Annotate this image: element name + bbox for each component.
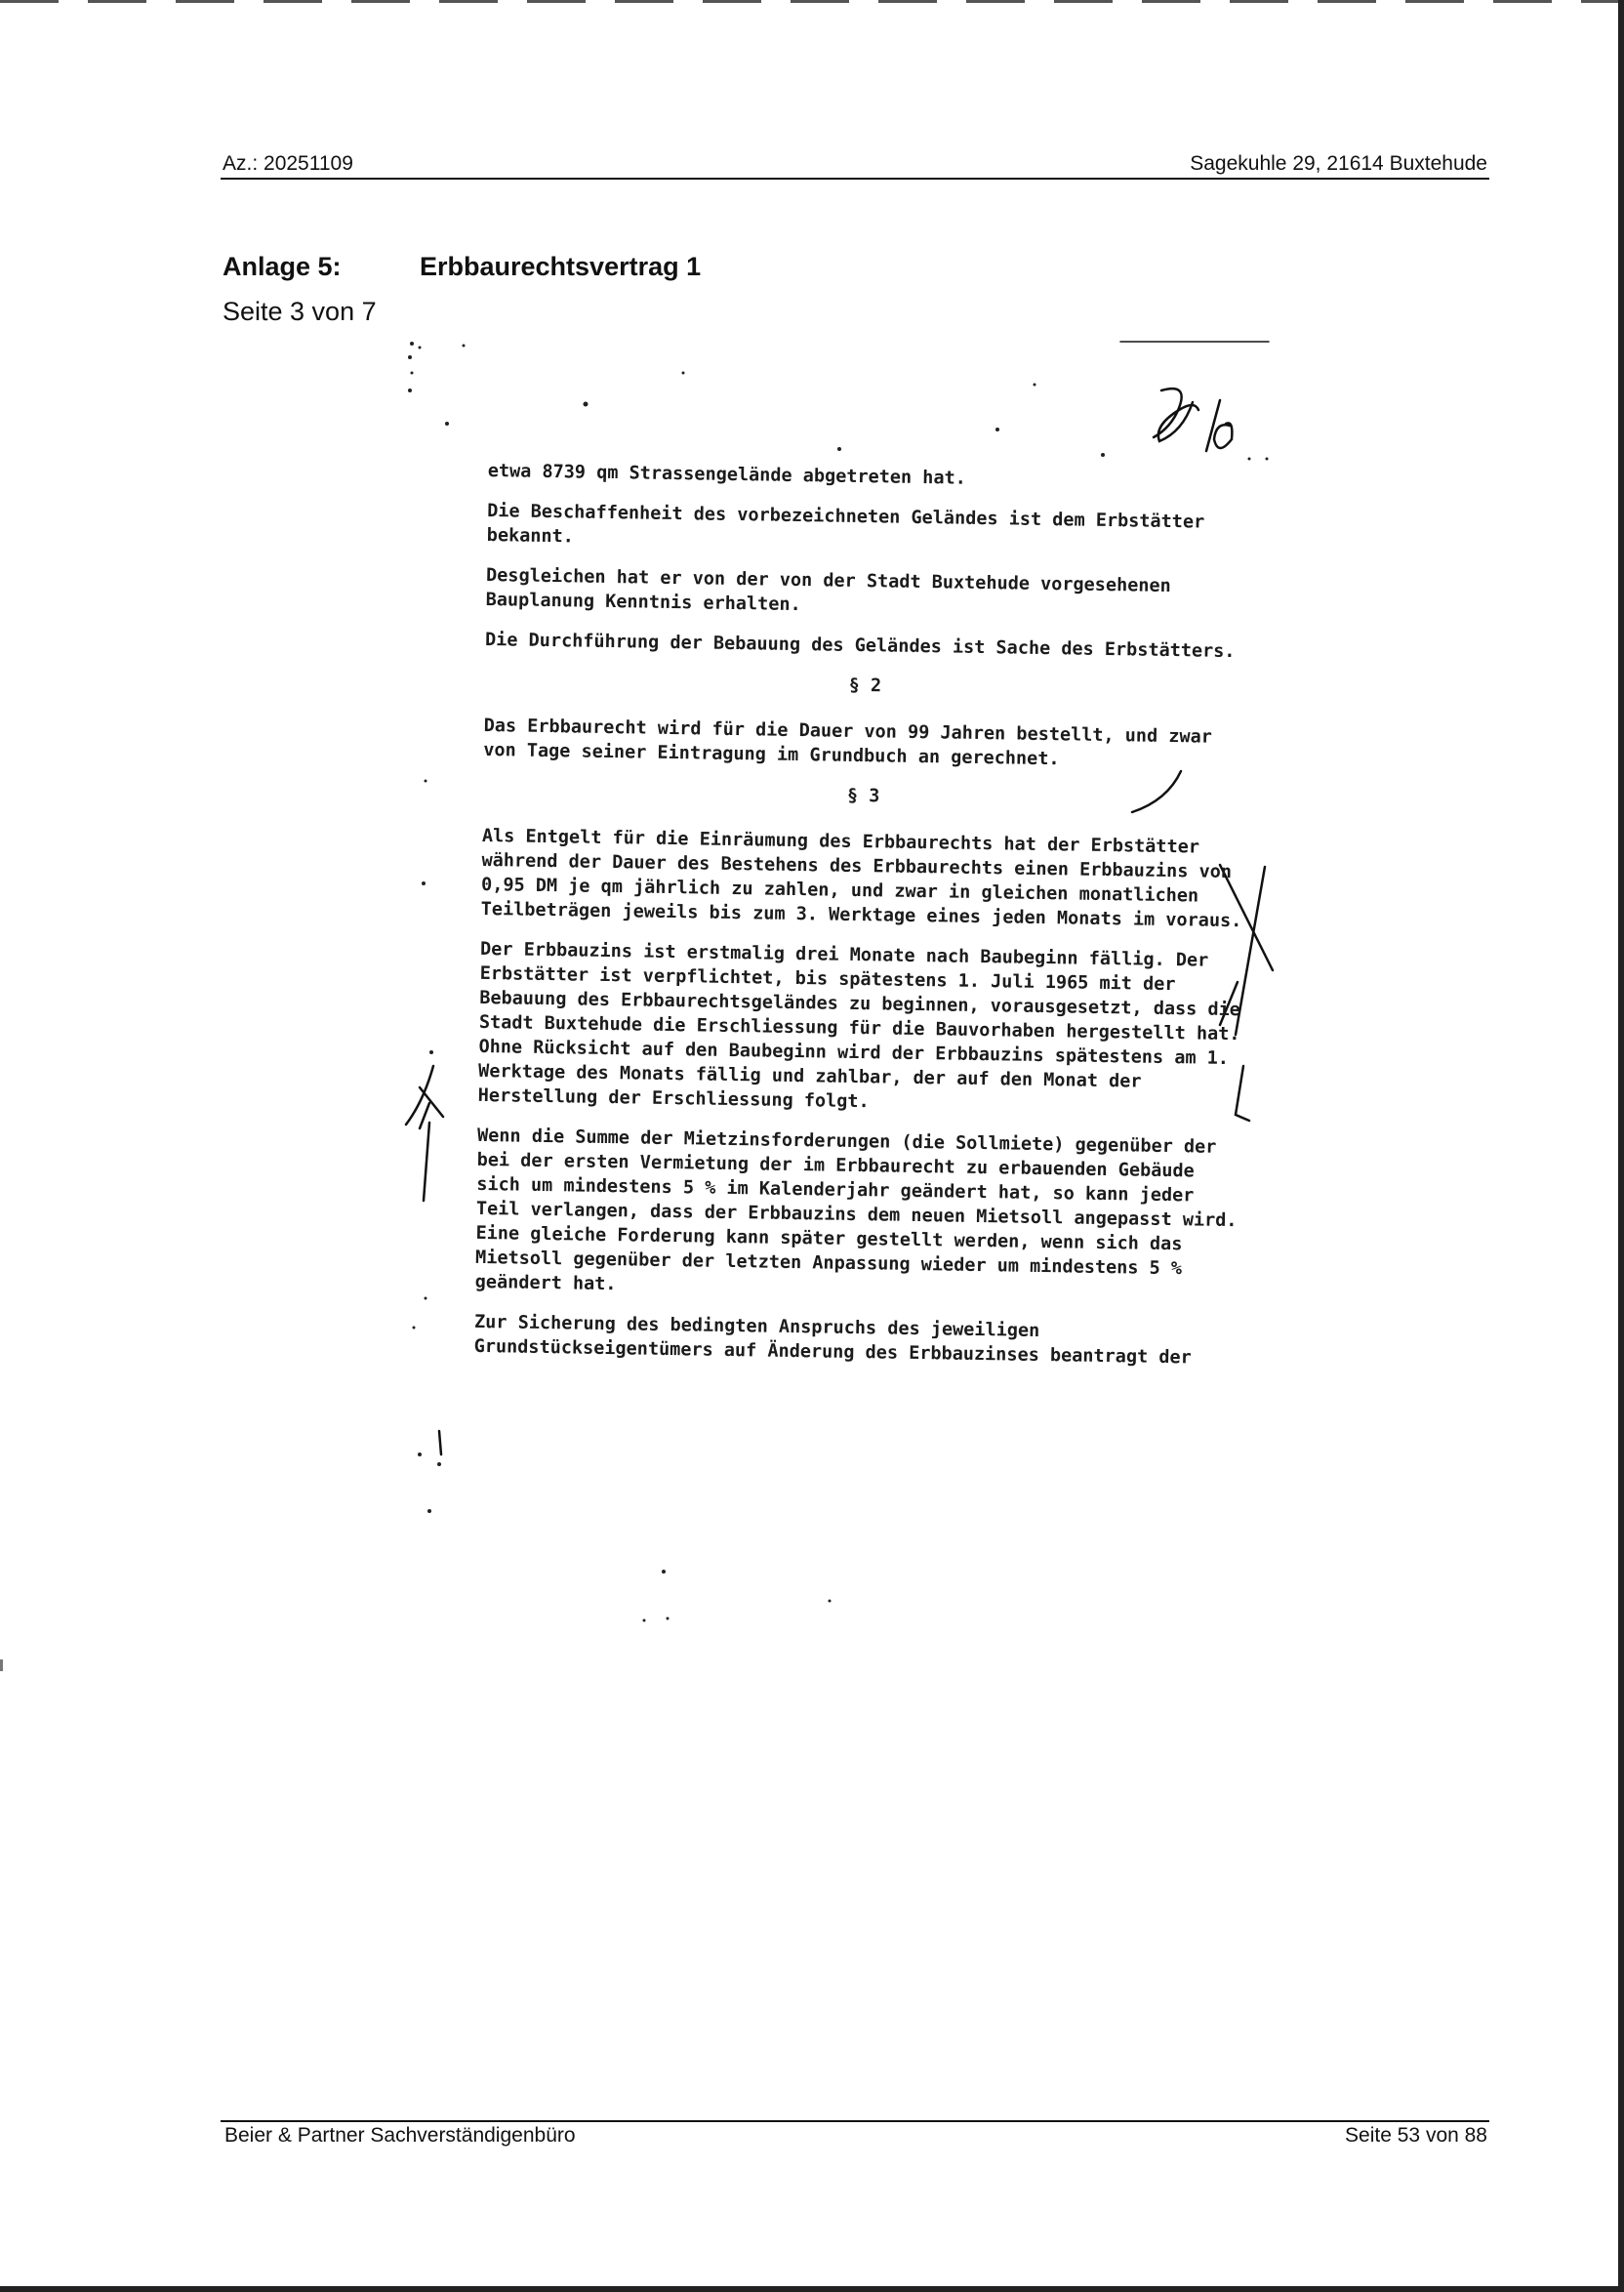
paragraph-street-land: etwa 8739 qm Strassengelände abgetreten hat. bbox=[487, 460, 966, 489]
paragraph-building-plan: Desgleichen hat er von der von der Stadt Buxtehude vorgesehenen Bauplanung Kenntnis erhalten. bbox=[485, 564, 1171, 616]
paragraph-development: Die Durchführung der Bebauung des Geländes ist Sache des Erbstätters. bbox=[484, 629, 1236, 663]
section-3-security: Zur Sicherung des bedingten Anspruchs des jeweiligen Grundstückseigentümers auf Änderung des Erbbauzinses beantragt der bbox=[473, 1311, 1192, 1369]
header-rule bbox=[221, 178, 1489, 180]
company-name: Beier & Partner Sachverständigenbüro bbox=[224, 2124, 576, 2147]
section-2-text: Das Erbbaurecht wird für die Dauer von 99 Jahren bestellt, und zwar von Tage seiner Eintragung im Grundbuch an gerechnet. bbox=[483, 715, 1213, 770]
document-title: Erbbaurechtsvertrag 1 bbox=[420, 252, 702, 281]
section-3-due-date: Der Erbbauzins ist erstmalig drei Monate nach Baubeginn fällig. Der Erbstätter ist verpflichtet, bis spätestens 1. Juli 1965 mit der Bebauung des Erbbaurechtsgeländes zu beginnen, vorausgesetzt, dass die Stadt Buxtehude die Erschliessung für die Bauvorhaben hergestellt hat. Ohne Rücksicht auf den Baubeginn wird der Erbbauzins spätestens am 1. Werktage des Monats fällig und zahlbar, der auf den Monat der Herstellung der Erschliessung folgt. bbox=[477, 938, 1241, 1113]
scan-border-left bbox=[0, 0, 3, 2292]
paragraph-property-condition: Die Beschaffenheit des vorbezeichneten Geländes ist dem Erbstätter bekannt. bbox=[486, 500, 1205, 548]
scan-border-bottom bbox=[0, 2286, 1624, 2292]
scanned-contract-page bbox=[390, 322, 1308, 1669]
section-3-rent-adjustment: Wenn die Summe der Mietzinsforderungen (die Sollmiete) gegenüber der bei der ersten Vermietung der im Erbbaurecht zu erbauenden Gebäude sich um mindestens 5 % im Kalenderjahr geändert hat, so kann jeder Teil verlangen, dass der Erbbauzins dem neuen Mietsoll angepasst wird. Eine gleiche Forderung kann später gestellt werden, wenn sich das Mietsoll gegenüber der letzten Anpassung wieder um mindestens 5 % geändert hat. bbox=[474, 1125, 1238, 1295]
page-counter: Seite 53 von 88 bbox=[1345, 2124, 1487, 2147]
property-address: Sagekuhle 29, 21614 Buxtehude bbox=[1190, 152, 1487, 175]
typewritten-text bbox=[473, 459, 1249, 1386]
scan-border-top bbox=[0, 0, 1624, 3]
attachment-page-counter: Seite 3 von 7 bbox=[223, 297, 377, 326]
footer-rule bbox=[221, 2120, 1489, 2122]
scan-border-right bbox=[1618, 0, 1624, 2292]
attachment-label: Anlage 5: bbox=[223, 252, 342, 281]
section-2-heading: § 2 bbox=[848, 675, 882, 697]
section-3-heading: § 3 bbox=[846, 785, 880, 807]
file-reference: Az.: 20251109 bbox=[223, 152, 353, 175]
section-3-ground-rent: Als Entgelt für die Einräumung des Erbbaurechts hat der Erbstätter während der Dauer des Bestehens des Erbbaurechts einen Erbbauzins von 0,95 DM je qm jährlich zu zahlen, und zwar in gleichen monatlichen Teilbeträgen jeweils bis zum 3. Werktage eines jeden Monats im voraus. bbox=[480, 825, 1242, 932]
